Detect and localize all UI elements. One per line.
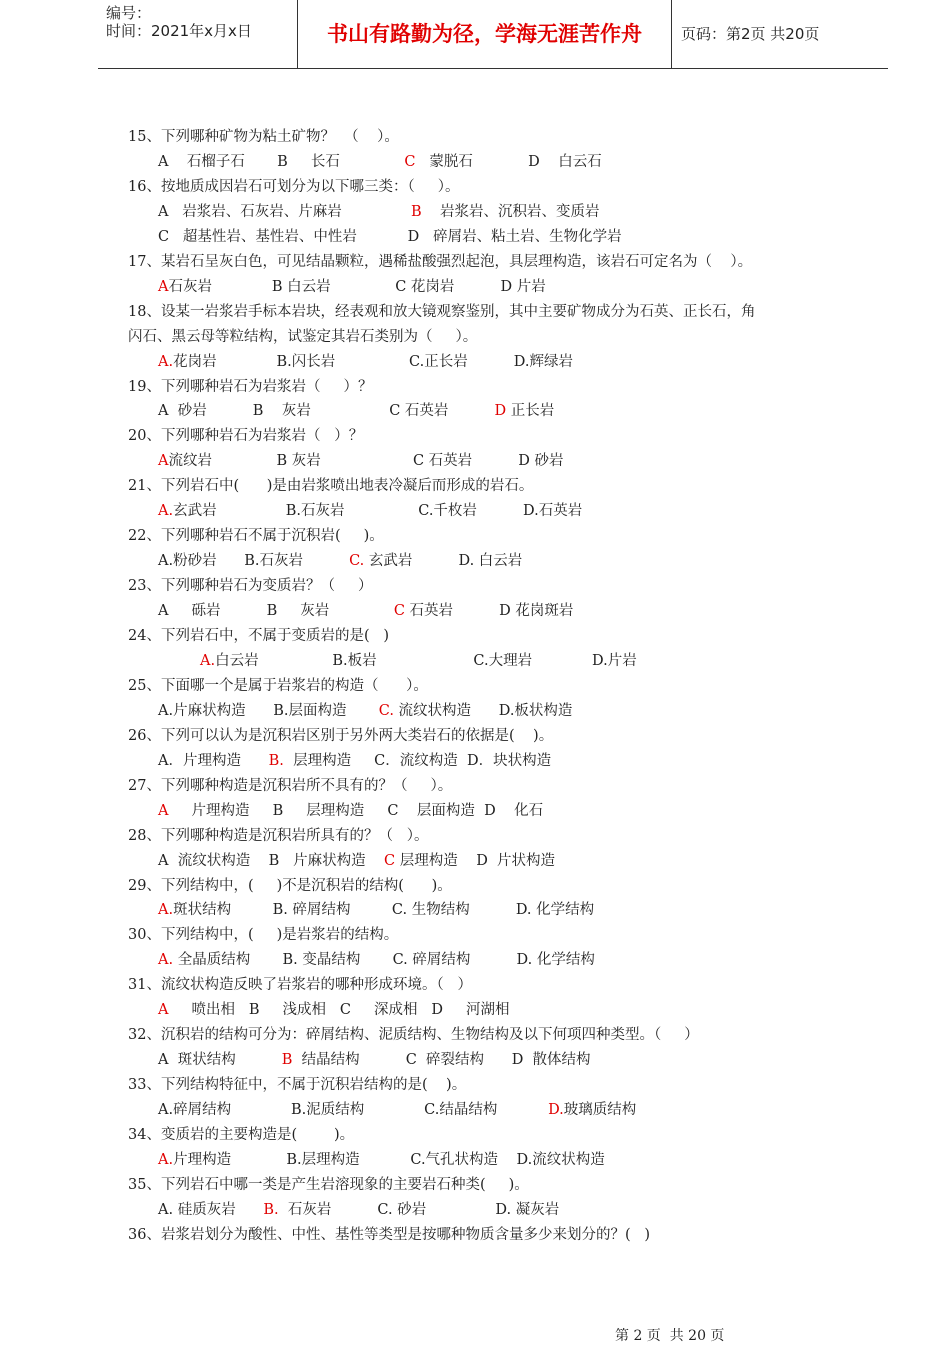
answer-segment: 流纹状构造 D.板状构造 <box>393 702 573 719</box>
answer-segment: A. 硅质灰岩 <box>158 1201 264 1218</box>
answer-segment: 石灰岩 C. 砂岩 D. 凝灰岩 <box>278 1201 560 1218</box>
question-line <box>128 975 472 995</box>
answer-segment: 层理构造 D 片状构造 <box>395 852 556 869</box>
question-line <box>128 252 752 272</box>
answer-segment: 斑状结构 B. 碎屑结构 C. 生物结构 D. 化学结构 <box>173 902 595 919</box>
question-text: 17、某岩石呈灰白色，可见结晶颗粒，遇稀盐酸强烈起泡，具层理构造，该岩石可定名为（ ）。 <box>128 253 753 270</box>
answer-segment: 全晶质结构 B. 变晶结构 C. 碎屑结构 D. 化学结构 <box>173 952 595 969</box>
answer-segment: A. <box>158 902 174 919</box>
question-text: 27、下列哪种构造是沉积岩所不具有的？（ ）。 <box>128 777 453 794</box>
question-line <box>128 476 533 496</box>
answer-segment: A.片麻状构造 B.层面构造 <box>158 702 379 719</box>
answer-segment: 流纹岩 B 灰岩 C 石英岩 D 砂岩 <box>168 453 564 470</box>
question-text: A 岩浆岩、石灰岩、片麻岩 <box>158 203 411 220</box>
page-footer: 第 2 页 共 20 页 <box>615 1328 725 1344</box>
question-line <box>128 1075 466 1095</box>
question-text: 15、下列哪种矿物为粘土矿物？ （ ）。 <box>128 129 399 145</box>
question-text: 21、下列岩石中( )是由岩浆喷出地表冷凝后而形成的岩石。 <box>128 478 534 495</box>
question-text: 34、变质岩的主要构造是( )。 <box>128 1127 355 1143</box>
question-text: 29、下列结构中，( )不是沉积岩的结构( )。 <box>128 877 452 894</box>
question-line <box>158 1100 636 1120</box>
question-line <box>158 352 573 372</box>
question-line <box>158 751 551 771</box>
question-line <box>158 451 564 471</box>
answer-segment: A <box>158 453 169 470</box>
page-header <box>98 0 888 69</box>
question-line <box>158 851 555 871</box>
question-text: 20、下列哪种岩石为岩浆岩（ ）？ <box>128 428 364 445</box>
question-line <box>158 900 594 920</box>
question-text: C 超基性岩、基性岩、中性岩 D 碎屑岩、粘土岩、生物化学岩 <box>158 228 622 245</box>
question-line <box>128 626 389 646</box>
answer-segment: 花岗岩 B.闪长岩 C.正长岩 D.辉绿岩 <box>173 353 574 370</box>
question-line <box>158 801 543 821</box>
question-line <box>128 1225 650 1245</box>
answer-segment: A <box>158 278 169 295</box>
question-text: 24、下列岩石中，不属于变质岩的是( ) <box>128 628 390 644</box>
question-text: 31、流纹状构造反映了岩浆岩的哪种形成环境。（ ） <box>128 977 473 994</box>
question-line <box>128 127 399 147</box>
answer-segment: 玄武岩 B.石灰岩 C.千枚岩 D.石英岩 <box>173 503 583 520</box>
answer-segment: 石英岩 D 花岗斑岩 <box>404 603 574 620</box>
question-line <box>128 1175 529 1195</box>
question-text: 36、岩浆岩划分为酸性、中性、基性等类型是按哪种物质含量多少来划分的？( ) <box>128 1226 651 1243</box>
question-text: A 石榴子石 B 长石 <box>158 153 405 170</box>
question-text: 30、下列结构中，( )是岩浆岩的结构。 <box>128 927 399 944</box>
question-line <box>158 227 622 247</box>
question-text: A 砂岩 B 灰岩 C 石英岩 <box>158 403 495 420</box>
question-line <box>158 601 573 621</box>
answer-segment: C <box>384 852 396 869</box>
question-text: 28、下列哪种构造是沉积岩所具有的？（ ）。 <box>128 827 429 844</box>
question-line <box>128 377 373 397</box>
question-text: 25、下面哪一个是属于岩浆岩的构造（ ）。 <box>128 677 428 694</box>
answer-segment: A. <box>158 353 174 370</box>
page-code: 页码：第2页 共20页 <box>681 25 820 43</box>
answer-segment: A. <box>158 503 174 520</box>
question-line <box>158 152 602 172</box>
question-line <box>158 501 582 521</box>
answer-segment: 喷出相 B 浅成相 C 深成相 D 河湖相 <box>168 1002 510 1019</box>
question-line <box>128 576 373 596</box>
answer-segment: C <box>393 603 405 620</box>
question-line <box>128 726 553 746</box>
question-line <box>128 776 452 796</box>
answer-segment: B <box>281 1052 293 1069</box>
answer-segment: D. <box>548 1102 564 1119</box>
answer-segment: 白云岩 B.板岩 C.大理岩 D.片岩 <box>215 652 637 669</box>
answer-segment: A. <box>158 1151 174 1168</box>
question-text: 16、按地质成因岩石可划分为以下哪三类：（ ）。 <box>128 178 460 195</box>
answer-segment: 片理构造 B 层理构造 C 层面构造 D 化石 <box>168 802 544 819</box>
answer-segment: A <box>158 802 169 819</box>
answer-segment: 结晶结构 C 碎裂结构 D 散体结构 <box>292 1052 591 1069</box>
question-line <box>128 1125 354 1145</box>
question-line <box>128 876 452 896</box>
answer-segment: 岩浆岩、沉积岩、变质岩 <box>421 203 600 220</box>
number-label: 编号： <box>106 4 152 22</box>
question-line <box>200 651 637 671</box>
question-line <box>128 426 363 446</box>
question-line <box>158 401 554 421</box>
question-line <box>128 826 429 846</box>
question-line <box>158 1200 559 1220</box>
question-line <box>158 277 546 297</box>
question-line <box>158 202 600 222</box>
answer-segment: 片理构造 B.层理构造 C.气孔状构造 D.流纹状构造 <box>173 1151 605 1168</box>
answer-segment: A.碎屑结构 B.泥质结构 C.结晶结构 <box>158 1102 549 1119</box>
answer-segment: C <box>404 153 416 170</box>
question-line <box>158 950 595 970</box>
question-line <box>128 327 477 347</box>
question-text: 闪石、黑云母等粒结构，试鉴定其岩石类别为（ ）。 <box>128 328 478 345</box>
answer-segment: 石灰岩 B 白云岩 C 花岗岩 D 片岩 <box>168 278 546 295</box>
question-line <box>158 1050 591 1070</box>
answer-segment: 玄武岩 D. 白云岩 <box>364 553 523 570</box>
question-text: A 砾岩 B 灰岩 <box>158 603 394 620</box>
question-line <box>158 1000 510 1020</box>
answer-segment: A. <box>200 652 216 669</box>
time-label: 时间：2021年x月x日 <box>106 22 252 40</box>
question-text: 26、下列可以认为是沉积岩区别于另外两大类岩石的依据是( )。 <box>128 727 554 744</box>
answer-segment: A.粉砂岩 B.石灰岩 <box>158 553 350 570</box>
answer-segment: C. <box>378 702 394 719</box>
answer-segment: A 流纹状构造 B 片麻状构造 <box>158 852 385 869</box>
question-text: 23、下列哪种岩石为变质岩？（ ） <box>128 578 373 595</box>
answer-segment: 蒙脱石 D 白云石 <box>415 153 602 170</box>
question-text: 18、设某一岩浆岩手标本岩块，经表观和放大镜观察鉴别，其中主要矿物成分为石英、正长石，角 <box>128 303 756 320</box>
question-line <box>158 551 522 571</box>
answer-segment: 层理构造 C．流纹构造 D．块状构造 <box>283 752 552 769</box>
question-text: 35、下列岩石中哪一类是产生岩溶现象的主要岩石种类( )。 <box>128 1176 529 1193</box>
answer-segment: A．片理构造 <box>158 752 269 769</box>
answer-segment: A 斑状结构 <box>158 1052 282 1069</box>
question-line <box>158 1150 605 1170</box>
answer-segment: C. <box>349 553 365 570</box>
answer-segment: B. <box>268 752 284 769</box>
question-text: 32、沉积岩的结构可分为：碎屑结构、泥质结构、生物结构及以下何项四种类型。（ ） <box>128 1027 699 1044</box>
answer-segment: B. <box>263 1201 279 1218</box>
answer-segment: 正长岩 <box>506 403 555 420</box>
answer-segment: D <box>494 403 507 420</box>
question-line <box>128 302 755 322</box>
header-info <box>98 0 298 68</box>
question-line <box>128 925 398 945</box>
question-line <box>128 526 384 546</box>
question-line <box>128 177 460 197</box>
question-line <box>158 701 572 721</box>
header-motto: 书山有路勤为径，学海无涯苦作舟 <box>298 0 672 68</box>
question-text: 22、下列哪种岩石不属于沉积岩( )。 <box>128 528 384 545</box>
question-line <box>128 1025 699 1045</box>
question-line <box>128 676 428 696</box>
answer-segment: 玻璃质结构 <box>563 1102 637 1119</box>
answer-segment: A <box>158 1002 169 1019</box>
question-text: 19、下列哪种岩石为岩浆岩（ ）？ <box>128 378 373 395</box>
answer-segment: B <box>410 203 422 220</box>
answer-segment: A. <box>158 952 174 969</box>
question-text: 33、下列结构特征中，不属于沉积岩结构的是( )。 <box>128 1077 467 1094</box>
